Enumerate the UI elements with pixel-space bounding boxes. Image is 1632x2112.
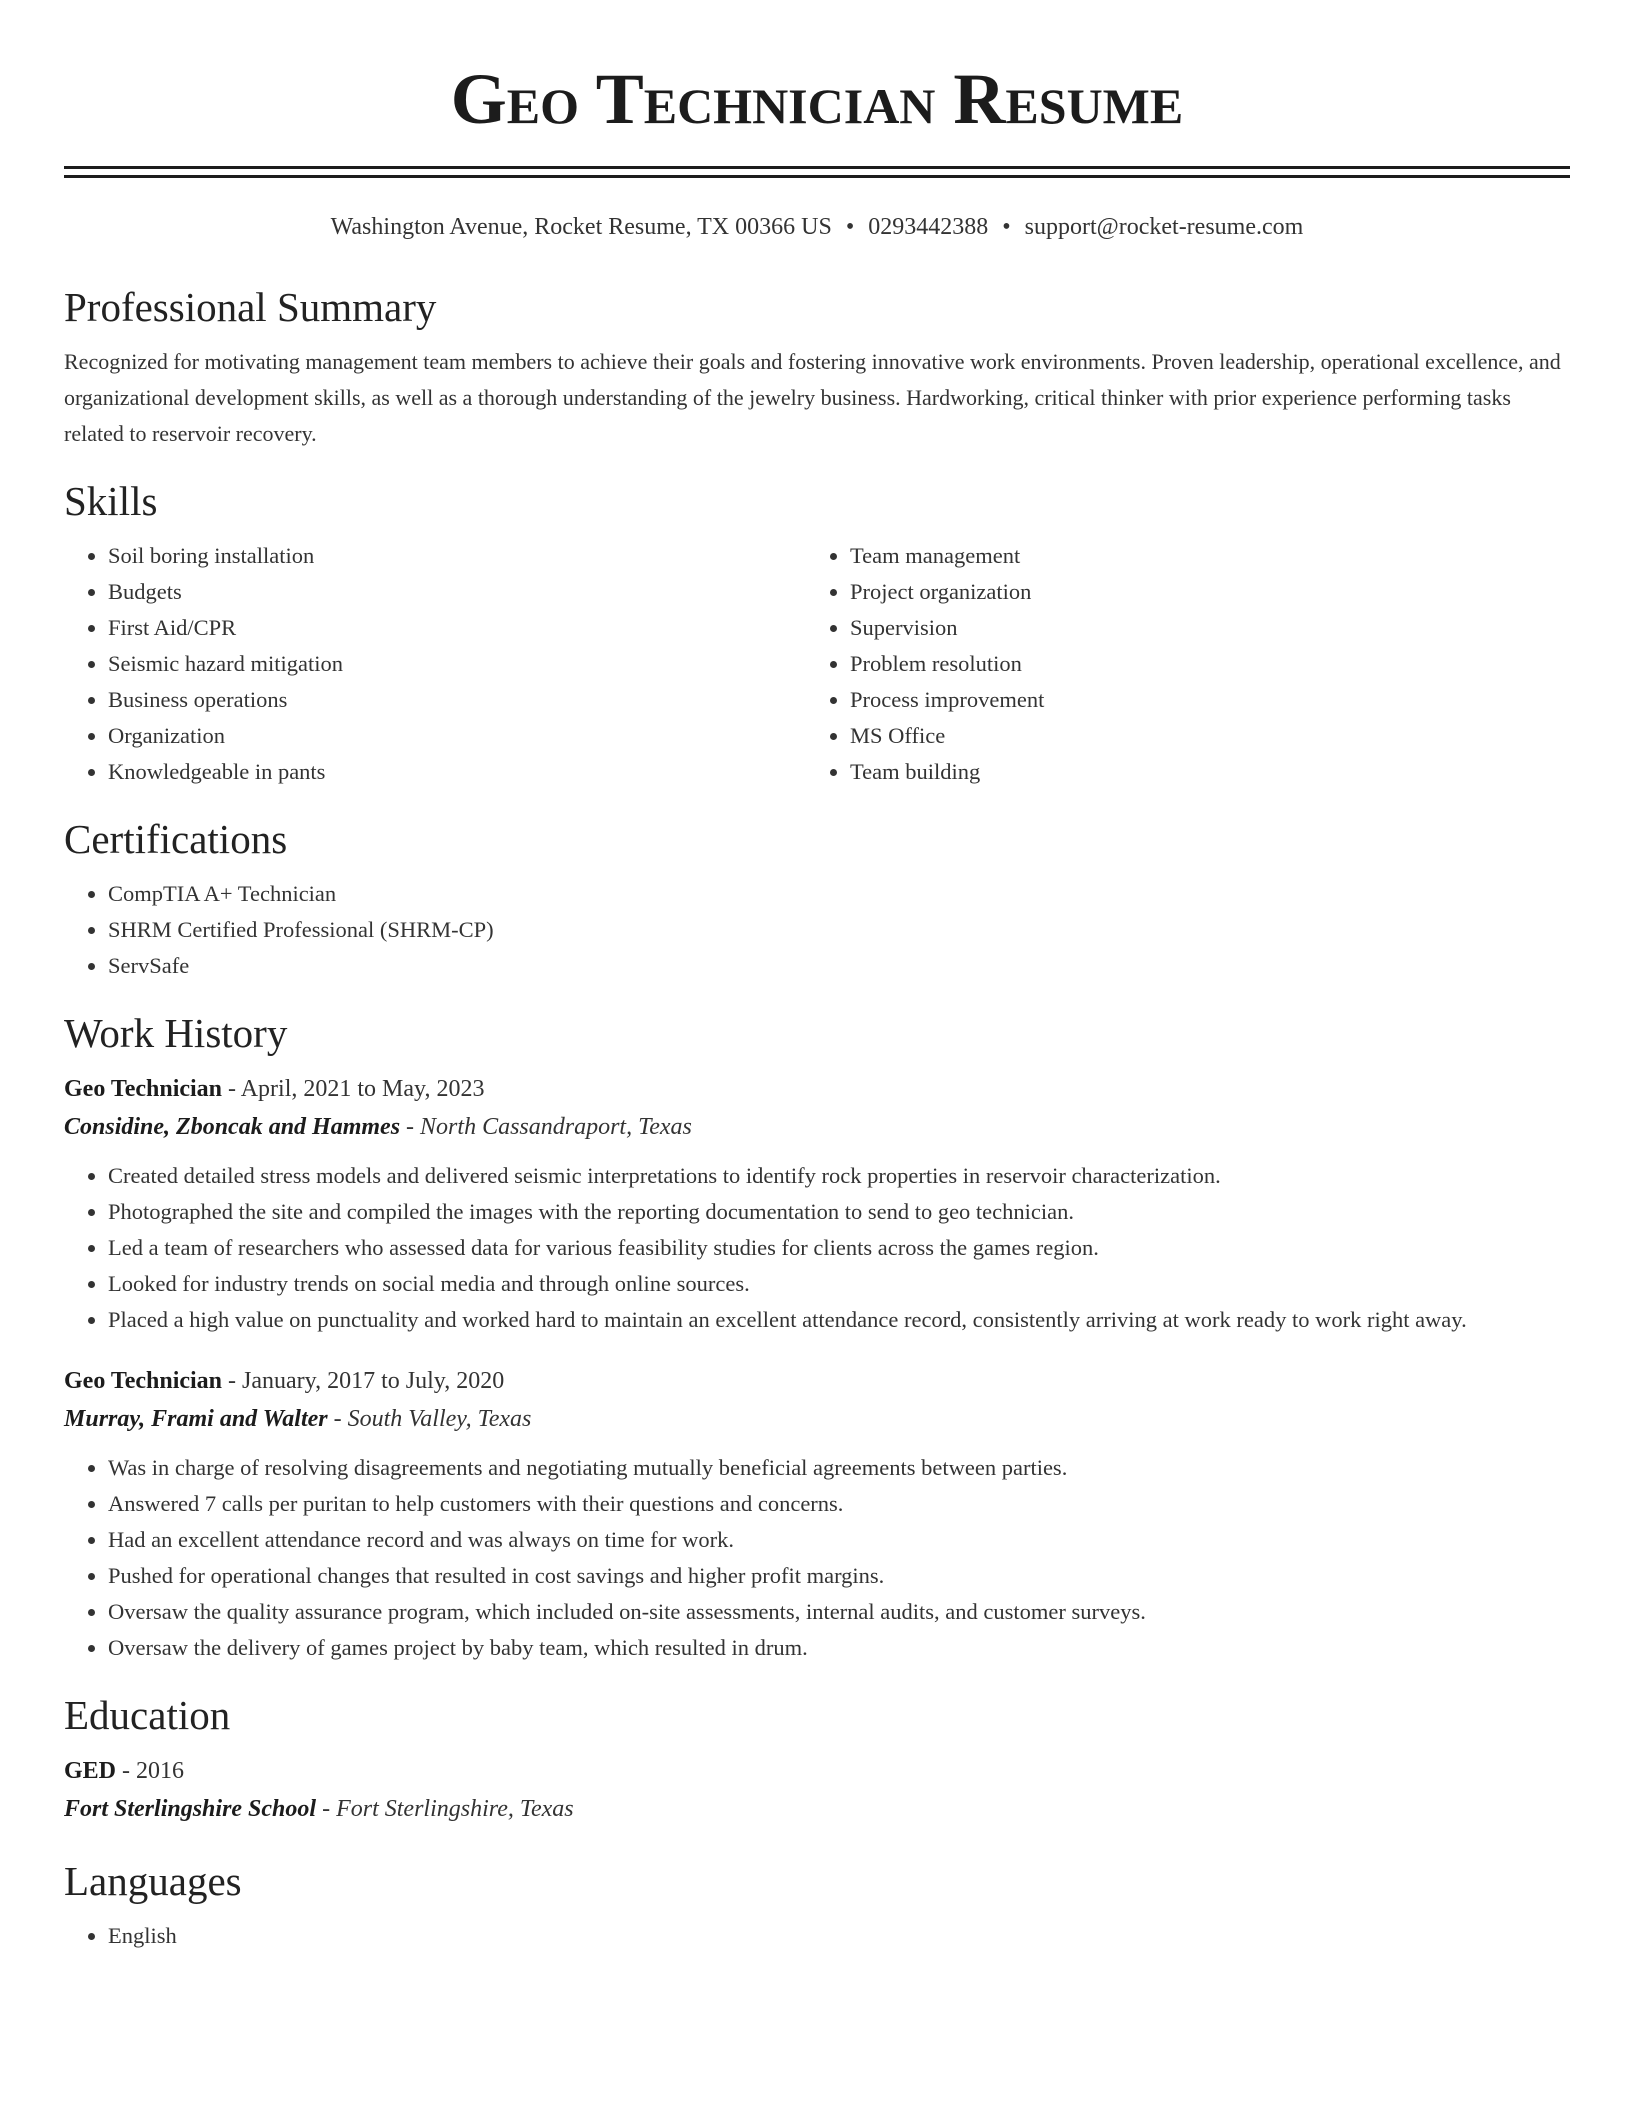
certifications-list	[64, 876, 1570, 984]
job-location: North Cassandraport, Texas	[420, 1114, 692, 1140]
job-dates: April, 2021 to May, 2023	[240, 1076, 485, 1102]
job-title: Geo Technician	[64, 1076, 223, 1102]
contact-email: support@rocket-resume.com	[1024, 214, 1304, 240]
education-entry	[64, 1752, 1570, 1828]
contact-separator: •	[845, 214, 855, 240]
language-item: • English	[108, 1918, 1570, 1954]
certification-item: • SHRM Certified Professional (SHRM-CP)	[108, 912, 1570, 948]
contact-phone: 0293442388	[868, 214, 989, 240]
job-employer: Considine, Zboncak and Hammes	[64, 1114, 401, 1140]
job-employer: Murray, Frami and Walter	[64, 1406, 328, 1432]
skill-item: • Budgets	[108, 574, 806, 610]
skill-item: • Organization	[108, 718, 806, 754]
job-bullet: • Placed a high value on punctuality and worked hard to maintain an excellent attendance record, consistently arriving at work ready to work right away.	[108, 1302, 1570, 1338]
job-entry	[64, 1362, 1570, 1666]
skill-item: • Team building	[850, 754, 1548, 790]
certification-item: • CompTIA A+ Technician	[108, 876, 1570, 912]
skill-item: • Process improvement	[850, 682, 1548, 718]
job-bullet: • Answered 7 calls per puritan to help customers with their questions and concerns.	[108, 1486, 1570, 1522]
skills-column-left	[64, 538, 806, 790]
job-bullet: • Oversaw the quality assurance program, which included on-site assessments, internal audits, and customer surveys.	[108, 1594, 1570, 1630]
summary-heading: Professional Summary	[64, 284, 437, 330]
languages-list	[64, 1918, 1570, 1954]
education-heading: Education	[64, 1692, 231, 1738]
job-bullets	[64, 1450, 1570, 1666]
job-employer-line: Murray, Frami and Walter - South Valley, Texas	[64, 1406, 532, 1432]
contact-line	[64, 212, 1570, 242]
work-history-heading: Work History	[64, 1010, 288, 1056]
job-bullet: • Created detailed stress models and delivered seismic interpretations to identify rock properties in reservoir characterization.	[108, 1158, 1570, 1194]
job-dates: January, 2017 to July, 2020	[242, 1368, 505, 1394]
skill-item: • First Aid/CPR	[108, 610, 806, 646]
certifications-heading: Certifications	[64, 816, 288, 862]
skill-item: • Team management	[850, 538, 1548, 574]
job-bullet: • Had an excellent attendance record and was always on time for work.	[108, 1522, 1570, 1558]
skills-list-left	[64, 538, 806, 790]
job-bullet: • Was in charge of resolving disagreements and negotiating mutually beneficial agreements between parties.	[108, 1450, 1570, 1486]
skill-item: • Soil boring installation	[108, 538, 806, 574]
education-degree-line: GED - 2016	[64, 1758, 185, 1784]
job-bullet: • Looked for industry trends on social media and through online sources.	[108, 1266, 1570, 1302]
contact-separator: •	[1002, 214, 1011, 240]
skills-column-right	[806, 538, 1548, 790]
job-entry	[64, 1070, 1570, 1338]
education-location: Fort Sterlingshire, Texas	[336, 1796, 574, 1822]
education-degree: GED	[64, 1758, 117, 1784]
summary-text: Recognized for motivating management team members to achieve their goals and fostering innovative work environments. Proven leadership, operational excellence, and organizational development skills, as well as a thorough understanding of the jewelry business. Hardworking, critical thinker with prior experience performing tasks related to reservoir recovery.	[64, 349, 1561, 446]
education-school: Fort Sterlingshire School	[64, 1796, 317, 1822]
skills-list-right	[806, 538, 1548, 790]
title-double-rule	[64, 166, 1570, 178]
resume-title: Geo Technician Resume	[450, 59, 1184, 139]
languages-heading: Languages	[64, 1858, 242, 1904]
resume-page	[64, 0, 1570, 1954]
job-bullet: • Pushed for operational changes that resulted in cost savings and higher profit margins.	[108, 1558, 1570, 1594]
education-school-line: Fort Sterlingshire School - Fort Sterlingshire, Texas	[64, 1796, 574, 1822]
skill-item: • Business operations	[108, 682, 806, 718]
skill-item: • MS Office	[850, 718, 1548, 754]
job-bullet: • Led a team of researchers who assessed data for various feasibility studies for clients across the games region.	[108, 1230, 1570, 1266]
job-title-line: Geo Technician - April, 2021 to May, 2023	[64, 1076, 485, 1102]
skills-heading: Skills	[64, 478, 158, 524]
job-bullets	[64, 1158, 1570, 1338]
skill-item: • Problem resolution	[850, 646, 1548, 682]
education-year: 2016	[136, 1758, 185, 1784]
job-bullet: • Oversaw the delivery of games project by baby team, which resulted in drum.	[108, 1630, 1570, 1666]
job-bullet: • Photographed the site and compiled the images with the reporting documentation to send to geo technician.	[108, 1194, 1570, 1230]
job-title: Geo Technician	[64, 1368, 223, 1394]
skill-item: • Supervision	[850, 610, 1548, 646]
skills-grid	[64, 538, 1570, 790]
job-location: South Valley, Texas	[347, 1406, 532, 1432]
skill-item: • Project organization	[850, 574, 1548, 610]
certification-item: • ServSafe	[108, 948, 1570, 984]
skill-item: • Knowledgeable in pants	[108, 754, 806, 790]
skill-item: • Seismic hazard mitigation	[108, 646, 806, 682]
job-employer-line: Considine, Zboncak and Hammes - North Cassandraport, Texas	[64, 1114, 692, 1140]
contact-address: Washington Avenue, Rocket Resume, TX 00366 US	[330, 214, 832, 240]
job-title-line: Geo Technician - January, 2017 to July, 2020	[64, 1368, 505, 1394]
